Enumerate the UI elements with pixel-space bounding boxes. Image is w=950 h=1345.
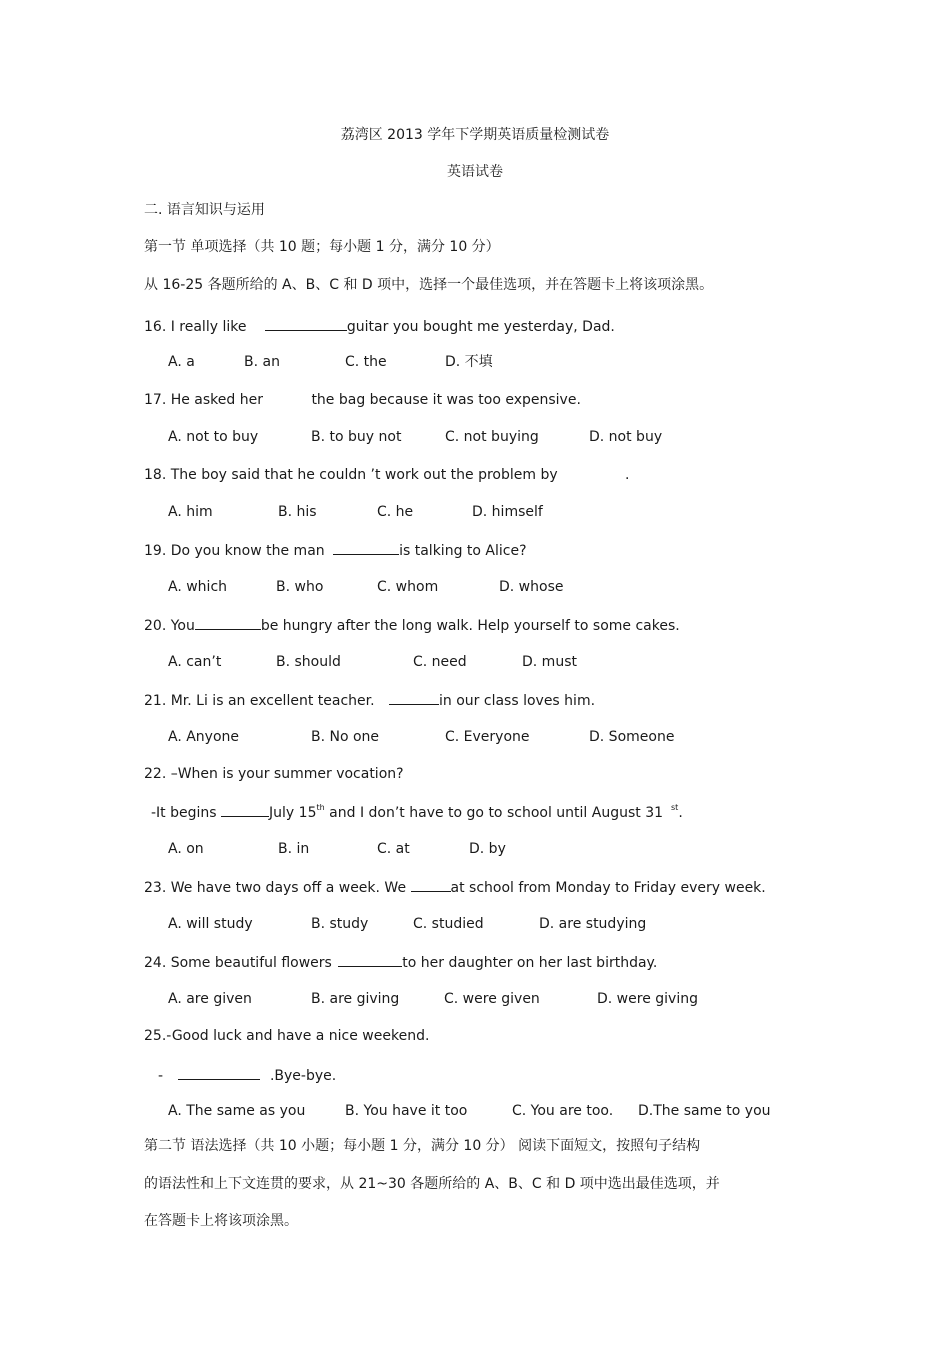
option-a: A. will study (168, 916, 253, 932)
option-b: B. are giving (311, 991, 400, 1007)
exam-subtitle: 英语试卷 (447, 164, 503, 180)
answer-blank (265, 316, 347, 331)
question-text: 25.-Good luck and have a nice weekend. (144, 1028, 430, 1044)
part1-instruction: 从 16-25 各题所给的 A、B、C 和 D 项中，选择一个最佳选项，并在答题卡上将该项涂黑。 (144, 277, 714, 293)
question-text: 22. –When is your summer vocation? (144, 766, 404, 782)
option-d: D. Someone (589, 729, 675, 745)
option-d: D. are studying (539, 916, 647, 932)
superscript: st (671, 803, 679, 812)
question-text-rest: guitar you bought me yesterday, Dad. (346, 319, 615, 335)
option-a: A. are given (168, 991, 252, 1007)
option-d: D. must (522, 654, 577, 670)
question-18 (144, 466, 558, 484)
option-d: D. whose (499, 579, 564, 595)
question-text-rest: at school from Monday to Friday every week. (450, 880, 766, 896)
part2-line-3: 在答题卡上将该项涂黑。 (144, 1213, 298, 1229)
question-16 (144, 316, 615, 336)
option-b: B. who (276, 579, 324, 595)
option-b: B. You have it too (345, 1103, 468, 1119)
option-a: A. which (168, 579, 228, 595)
question-text-rest: .Bye-bye. (269, 1068, 337, 1084)
question-text-rest: be hungry after the long walk. Help yourself to some cakes. (260, 618, 680, 634)
question-text-rest: to her daughter on her last birthday. (402, 955, 658, 971)
option-a: A. not to buy (168, 429, 259, 445)
question-22 (144, 765, 404, 783)
question-text: 16. I really like (144, 319, 247, 335)
option-c: C. You are too. (512, 1103, 614, 1119)
answer-blank (221, 802, 269, 817)
option-a: A. on (168, 841, 204, 857)
option-b: B. an (244, 354, 280, 370)
question-18-end: . (625, 467, 630, 483)
question-text: 21. Mr. Li is an excellent teacher. (144, 693, 375, 709)
question-text: -It begins (151, 805, 217, 821)
question-text: 20. You (144, 618, 195, 634)
option-b: B. No one (311, 729, 380, 745)
option-d: D. 不填 (445, 354, 493, 370)
option-c: C. at (377, 841, 410, 857)
question-24 (144, 952, 657, 972)
question-text-rest: and I don’t have to go to school until August 31 (324, 805, 664, 821)
option-b: B. his (278, 504, 317, 520)
question-text: - (158, 1068, 164, 1084)
question-text-rest: is talking to Alice? (399, 543, 527, 559)
question-19 (144, 540, 527, 560)
option-a: A. Anyone (168, 729, 240, 745)
option-c: C. the (345, 354, 387, 370)
question-17 (144, 391, 581, 409)
question-21 (144, 690, 595, 710)
option-c: C. not buying (445, 429, 539, 445)
answer-blank (338, 952, 402, 967)
option-c: C. Everyone (445, 729, 530, 745)
option-b: B. should (276, 654, 341, 670)
option-c: C. whom (377, 579, 439, 595)
section-heading: 二. 语言知识与运用 (144, 202, 265, 218)
question-25-line2 (158, 1065, 336, 1085)
option-d: D. by (469, 841, 506, 857)
option-d: D. himself (472, 504, 543, 520)
option-b: B. to buy not (311, 429, 402, 445)
question-text: 24. Some beautiful flowers (144, 955, 332, 971)
option-c: C. need (413, 654, 467, 670)
question-text-rest: July 15 (269, 805, 317, 821)
option-b: B. in (278, 841, 310, 857)
question-20 (144, 615, 680, 635)
question-text-rest: in our class loves him. (439, 693, 596, 709)
option-a: A. him (168, 504, 213, 520)
question-text: 23. We have two days off a week. We (144, 880, 407, 896)
answer-blank (195, 615, 261, 630)
superscript: th (316, 803, 325, 812)
option-c: C. he (377, 504, 414, 520)
part2-line-2: 的语法性和上下文连贯的要求，从 21~30 各题所给的 A、B、C 和 D 项中选出最佳选项，并 (144, 1176, 720, 1192)
option-c: C. studied (413, 916, 484, 932)
answer-blank (411, 877, 451, 892)
question-22-line2 (151, 802, 683, 822)
option-a: A. can’t (168, 654, 222, 670)
option-d: D. not buy (589, 429, 663, 445)
question-text-end: . (678, 805, 683, 821)
answer-blank (333, 540, 399, 555)
answer-blank (178, 1065, 260, 1080)
question-text: 17. He asked her (144, 392, 263, 408)
option-a: A. The same as you (168, 1103, 306, 1119)
question-25 (144, 1027, 429, 1045)
part1-heading: 第一节 单项选择（共 10 题；每小题 1 分，满分 10 分） (144, 239, 500, 255)
option-c: C. were given (444, 991, 540, 1007)
question-23 (144, 877, 766, 897)
part2-line-1: 第二节 语法选择（共 10 小题；每小题 1 分，满分 10 分） 阅读下面短文，按照句子结构 (144, 1138, 701, 1154)
question-text-rest: the bag because it was too expensive. (311, 392, 581, 408)
question-text: 18. The boy said that he couldn ’t work out the problem by (144, 467, 558, 483)
question-text: 19. Do you know the man (144, 543, 325, 559)
option-b: B. study (311, 916, 369, 932)
option-d: D.The same to you (638, 1103, 771, 1119)
exam-title: 荔湾区 2013 学年下学期英语质量检测试卷 (340, 127, 610, 143)
answer-blank (389, 690, 439, 705)
option-a: A. a (168, 354, 195, 370)
option-d: D. were giving (597, 991, 698, 1007)
